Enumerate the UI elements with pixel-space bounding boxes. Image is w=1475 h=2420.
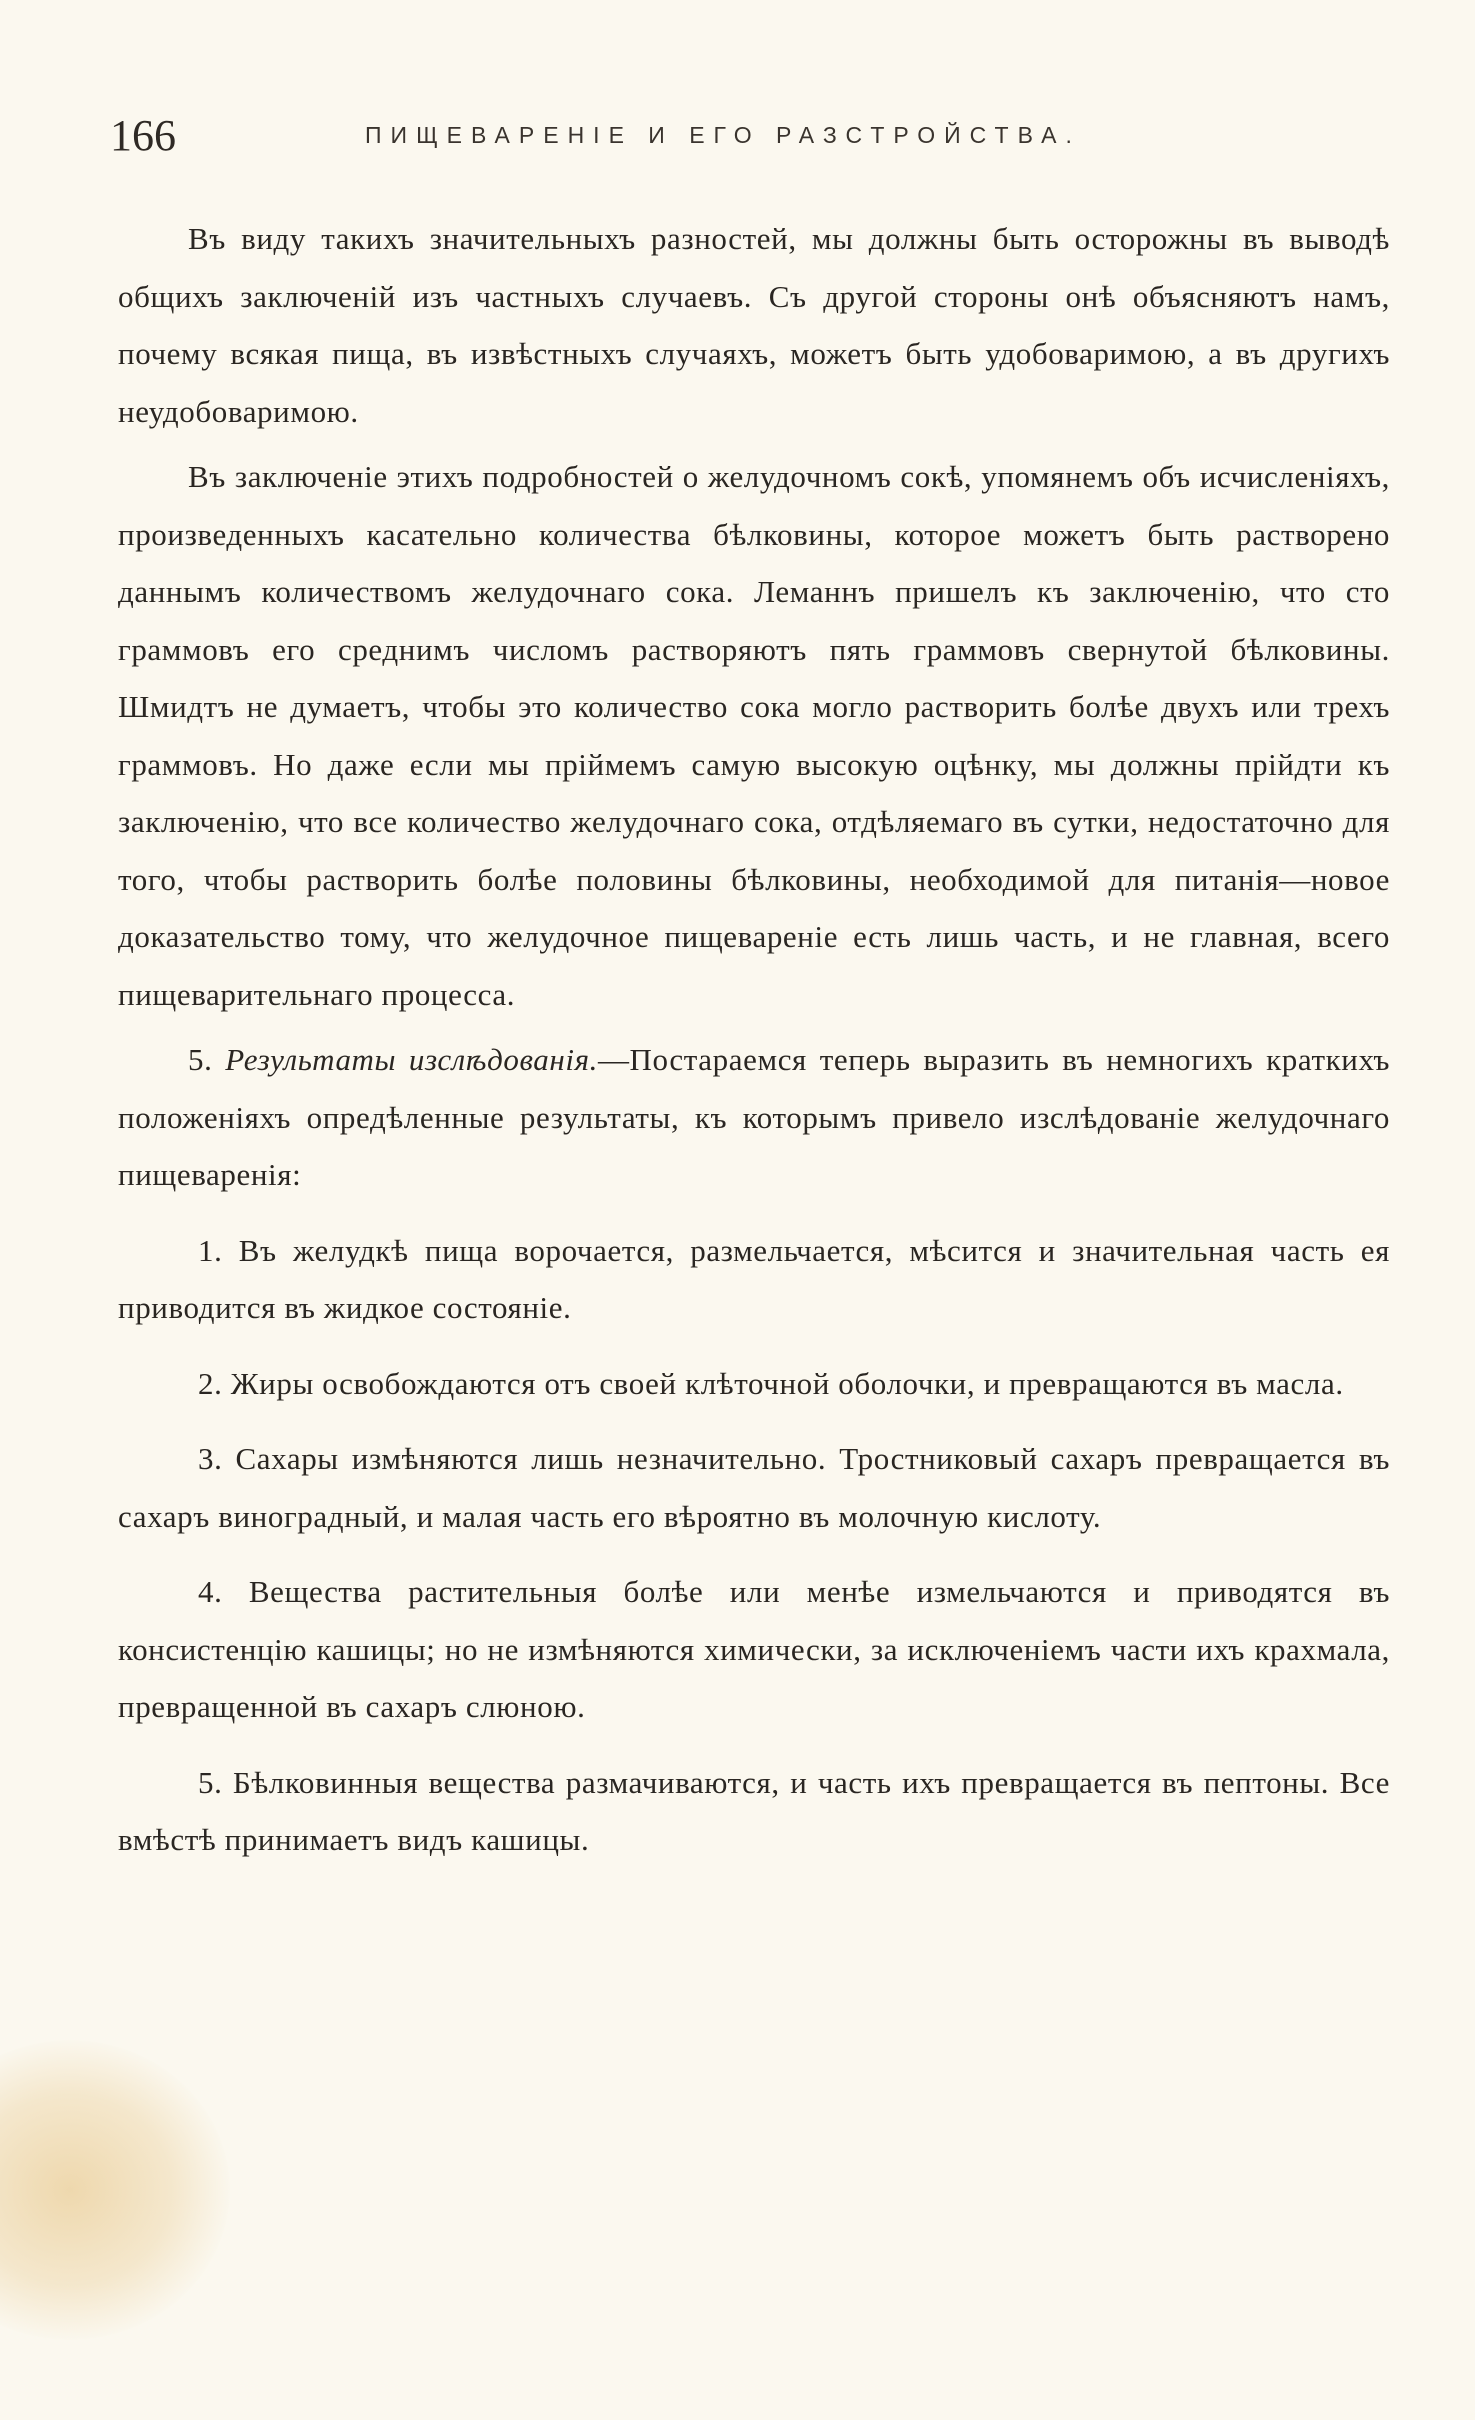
list-item-1: 1. Въ желудкѣ пища ворочается, размельчается, мѣсится и значительная часть ея приводится въ жидкое состояніе.	[118, 1232, 1390, 1325]
paragraph-1: Въ виду такихъ значительныхъ разностей, мы должны быть осторожны въ выводѣ общихъ заключеній изъ частныхъ случаевъ. Съ другой стороны онѣ объясняютъ намъ, почему всякая пища, въ извѣстныхъ случаяхъ, можетъ быть удобоваримою, а въ другихъ неудобоваримою.	[118, 221, 1390, 429]
section-intro: —Постараемся теперь выразить въ немногихъ краткихъ положеніяхъ опредѣленные результаты, къ которымъ привело изслѣдованіе желудочнаго пищеваренія:	[118, 1042, 1390, 1192]
running-title: ПИЩЕВАРЕНІЕ И ЕГО РАЗСТРОЙСТВА.	[365, 122, 1081, 148]
paper-stain	[0, 2040, 230, 2340]
list-item-5: 5. Бѣлковинныя вещества размачиваются, и часть ихъ превращается въ пептоны. Все вмѣстѣ принимаетъ видъ кашицы.	[118, 1764, 1390, 1857]
section-number: 5.	[188, 1042, 213, 1077]
page-number: 166	[110, 111, 176, 160]
section-paragraph	[118, 1031, 1390, 1204]
body-text	[118, 210, 1390, 1869]
list-item-3: 3. Сахары измѣняются лишь незначительно. Тростниковый сахаръ превращается въ сахаръ виноградный, и малая часть его вѣроятно въ молочную кислоту.	[118, 1441, 1390, 1534]
section-title: Результаты изслѣдованія.	[225, 1042, 598, 1077]
list-item-2: 2. Жиры освобождаются отъ своей клѣточной оболочки, и превращаются въ масла.	[198, 1365, 1344, 1401]
paragraph-2: Въ заключеніе этихъ подробностей о желудочномъ сокѣ, упомянемъ объ исчисленіяхъ, произведенныхъ касательно количества бѣлковины, которое можетъ быть растворено даннымъ количествомъ желудочнаго сока. Леманнъ пришелъ къ заключенію, что сто граммовъ его среднимъ числомъ растворяютъ пять граммовъ свернутой бѣлковины. Шмидтъ не думаетъ, чтобы это количество сока могло растворить болѣе двухъ или трехъ граммовъ. Но даже если мы пріймемъ самую высокую оцѣнку, мы должны прійдти къ заключенію, что все количество желудочнаго сока, отдѣляемаго въ сутки, недостаточно для того, чтобы растворить болѣе половины бѣлковины, необходимой для питанія—новое доказательство тому, что желудочное пищевареніе есть лишь часть, и не главная, всего пищеварительнаго процесса.	[118, 459, 1390, 1012]
list-item-4: 4. Вещества растительныя болѣе или менѣе измельчаются и приводятся въ консистенцію кашицы; но не измѣняются химически, за исключеніемъ части ихъ крахмала, превращенной въ сахаръ слюною.	[118, 1574, 1390, 1724]
page-header	[110, 110, 1370, 170]
